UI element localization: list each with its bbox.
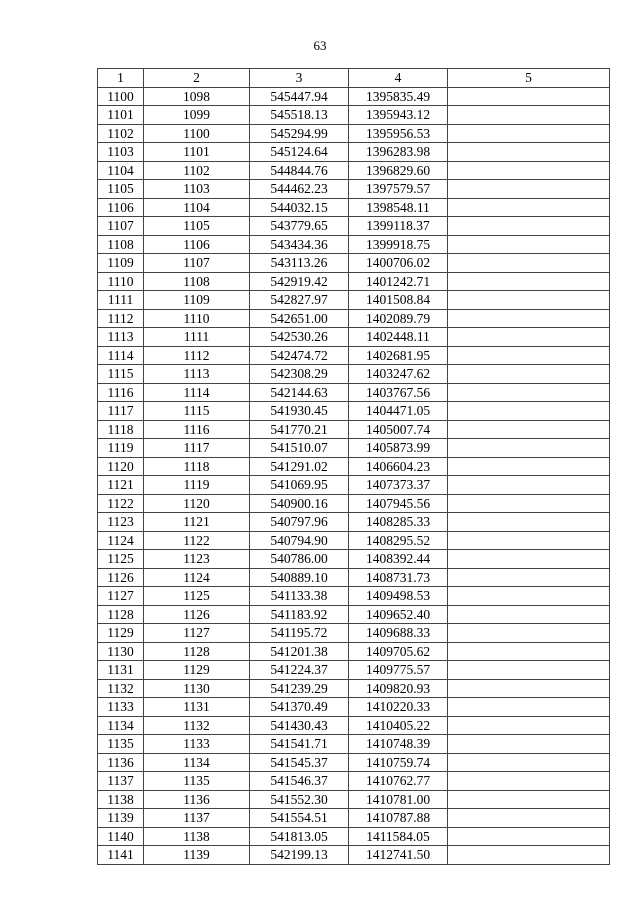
table-cell-col-2: 1108 bbox=[144, 272, 250, 291]
table-cell-col-2: 1131 bbox=[144, 698, 250, 717]
table-cell-col-4: 1399118.37 bbox=[349, 217, 448, 236]
table-cell-col-3: 540900.16 bbox=[250, 494, 349, 513]
table-row bbox=[98, 383, 610, 402]
table-cell-col-1: 1133 bbox=[98, 698, 144, 717]
table-cell-col-1: 1106 bbox=[98, 198, 144, 217]
table-cell-col-2: 1100 bbox=[144, 124, 250, 143]
table-cell-col-3: 542308.29 bbox=[250, 365, 349, 384]
table-cell-col-4: 1404471.05 bbox=[349, 402, 448, 421]
table-cell-col-1: 1118 bbox=[98, 420, 144, 439]
table-cell-col-5 bbox=[448, 698, 610, 717]
table-cell-col-5 bbox=[448, 827, 610, 846]
table-cell-col-2: 1136 bbox=[144, 790, 250, 809]
table-row bbox=[98, 402, 610, 421]
table-cell-col-5 bbox=[448, 217, 610, 236]
table-cell-col-1: 1140 bbox=[98, 827, 144, 846]
table-cell-col-2: 1122 bbox=[144, 531, 250, 550]
table-cell-col-5 bbox=[448, 790, 610, 809]
table-cell-col-5 bbox=[448, 161, 610, 180]
table-cell-col-4: 1402448.11 bbox=[349, 328, 448, 347]
table-cell-col-2: 1116 bbox=[144, 420, 250, 439]
table-cell-col-3: 541430.43 bbox=[250, 716, 349, 735]
table-cell-col-4: 1409652.40 bbox=[349, 605, 448, 624]
table-cell-col-2: 1132 bbox=[144, 716, 250, 735]
table-row bbox=[98, 513, 610, 532]
table-cell-col-2: 1105 bbox=[144, 217, 250, 236]
table-cell-col-4: 1407373.37 bbox=[349, 476, 448, 495]
table-row bbox=[98, 827, 610, 846]
table-cell-col-5 bbox=[448, 642, 610, 661]
table-row bbox=[98, 254, 610, 273]
table-row bbox=[98, 439, 610, 458]
table-cell-col-2: 1128 bbox=[144, 642, 250, 661]
table-cell-col-3: 541291.02 bbox=[250, 457, 349, 476]
table-cell-col-4: 1399918.75 bbox=[349, 235, 448, 254]
table-row bbox=[98, 550, 610, 569]
table-cell-col-2: 1101 bbox=[144, 143, 250, 162]
table-row bbox=[98, 235, 610, 254]
table-row bbox=[98, 642, 610, 661]
table-row bbox=[98, 272, 610, 291]
table-cell-col-4: 1412741.50 bbox=[349, 846, 448, 865]
table-row bbox=[98, 291, 610, 310]
table-cell-col-1: 1128 bbox=[98, 605, 144, 624]
table-cell-col-3: 541370.49 bbox=[250, 698, 349, 717]
header-row bbox=[98, 69, 610, 88]
table-cell-col-1: 1103 bbox=[98, 143, 144, 162]
table-cell-col-1: 1114 bbox=[98, 346, 144, 365]
table-cell-col-1: 1138 bbox=[98, 790, 144, 809]
table-row bbox=[98, 365, 610, 384]
table-cell-col-5 bbox=[448, 383, 610, 402]
table-cell-col-2: 1127 bbox=[144, 624, 250, 643]
table-cell-col-2: 1107 bbox=[144, 254, 250, 273]
table-cell-col-5 bbox=[448, 494, 610, 513]
table-row bbox=[98, 846, 610, 865]
table-cell-col-2: 1106 bbox=[144, 235, 250, 254]
table-cell-col-3: 542530.26 bbox=[250, 328, 349, 347]
table-cell-col-4: 1406604.23 bbox=[349, 457, 448, 476]
table-cell-col-4: 1408295.52 bbox=[349, 531, 448, 550]
table-cell-col-4: 1396829.60 bbox=[349, 161, 448, 180]
table-cell-col-1: 1141 bbox=[98, 846, 144, 865]
table-cell-col-2: 1119 bbox=[144, 476, 250, 495]
table-cell-col-3: 541545.37 bbox=[250, 753, 349, 772]
table-row bbox=[98, 735, 610, 754]
table-cell-col-3: 541239.29 bbox=[250, 679, 349, 698]
table-cell-col-3: 541224.37 bbox=[250, 661, 349, 680]
table-cell-col-1: 1107 bbox=[98, 217, 144, 236]
table-cell-col-5 bbox=[448, 661, 610, 680]
table-cell-col-3: 542919.42 bbox=[250, 272, 349, 291]
table-cell-col-5 bbox=[448, 198, 610, 217]
table-row bbox=[98, 587, 610, 606]
table-cell-col-4: 1403767.56 bbox=[349, 383, 448, 402]
column-header-3: 3 bbox=[250, 69, 349, 88]
table-cell-col-5 bbox=[448, 568, 610, 587]
table-cell-col-2: 1115 bbox=[144, 402, 250, 421]
table-cell-col-1: 1130 bbox=[98, 642, 144, 661]
table-cell-col-4: 1398548.11 bbox=[349, 198, 448, 217]
table-cell-col-5 bbox=[448, 143, 610, 162]
table-cell-col-3: 540889.10 bbox=[250, 568, 349, 587]
table-cell-col-2: 1109 bbox=[144, 291, 250, 310]
table-cell-col-5 bbox=[448, 87, 610, 106]
table-cell-col-2: 1126 bbox=[144, 605, 250, 624]
table-cell-col-2: 1121 bbox=[144, 513, 250, 532]
table-cell-col-4: 1395943.12 bbox=[349, 106, 448, 125]
column-header-1: 1 bbox=[98, 69, 144, 88]
table-cell-col-2: 1124 bbox=[144, 568, 250, 587]
table-cell-col-1: 1121 bbox=[98, 476, 144, 495]
table-row bbox=[98, 661, 610, 680]
page-number: 63 bbox=[313, 38, 327, 53]
table-cell-col-3: 542827.97 bbox=[250, 291, 349, 310]
table-cell-col-1: 1105 bbox=[98, 180, 144, 199]
table-cell-col-5 bbox=[448, 106, 610, 125]
table-cell-col-4: 1396283.98 bbox=[349, 143, 448, 162]
table-cell-col-3: 544032.15 bbox=[250, 198, 349, 217]
table-cell-col-5 bbox=[448, 457, 610, 476]
table-cell-col-5 bbox=[448, 772, 610, 791]
column-header-5: 5 bbox=[448, 69, 610, 88]
table-row bbox=[98, 457, 610, 476]
table-cell-col-5 bbox=[448, 513, 610, 532]
table-cell-col-2: 1102 bbox=[144, 161, 250, 180]
table-row bbox=[98, 809, 610, 828]
table-cell-col-5 bbox=[448, 272, 610, 291]
table-cell-col-3: 545294.99 bbox=[250, 124, 349, 143]
table-cell-col-5 bbox=[448, 346, 610, 365]
table-cell-col-3: 543779.65 bbox=[250, 217, 349, 236]
table-cell-col-3: 541546.37 bbox=[250, 772, 349, 791]
table-row bbox=[98, 698, 610, 717]
table-row bbox=[98, 476, 610, 495]
table-cell-col-4: 1397579.57 bbox=[349, 180, 448, 199]
table-cell-col-3: 545124.64 bbox=[250, 143, 349, 162]
table-cell-col-4: 1410220.33 bbox=[349, 698, 448, 717]
table-cell-col-5 bbox=[448, 550, 610, 569]
table-cell-col-1: 1129 bbox=[98, 624, 144, 643]
table-cell-col-4: 1410781.00 bbox=[349, 790, 448, 809]
table-cell-col-5 bbox=[448, 846, 610, 865]
table-cell-col-5 bbox=[448, 309, 610, 328]
table-cell-col-2: 1104 bbox=[144, 198, 250, 217]
table-row bbox=[98, 106, 610, 125]
table-cell-col-1: 1135 bbox=[98, 735, 144, 754]
table-cell-col-2: 1110 bbox=[144, 309, 250, 328]
table-cell-col-4: 1411584.05 bbox=[349, 827, 448, 846]
table-cell-col-1: 1113 bbox=[98, 328, 144, 347]
table-cell-col-4: 1410787.88 bbox=[349, 809, 448, 828]
table-cell-col-5 bbox=[448, 254, 610, 273]
table-cell-col-2: 1139 bbox=[144, 846, 250, 865]
table-cell-col-3: 545447.94 bbox=[250, 87, 349, 106]
table-cell-col-5 bbox=[448, 476, 610, 495]
table-cell-col-1: 1104 bbox=[98, 161, 144, 180]
table-cell-col-5 bbox=[448, 735, 610, 754]
table-cell-col-4: 1410748.39 bbox=[349, 735, 448, 754]
table-cell-col-3: 543434.36 bbox=[250, 235, 349, 254]
table-cell-col-4: 1405007.74 bbox=[349, 420, 448, 439]
table-row bbox=[98, 753, 610, 772]
table-cell-col-4: 1395956.53 bbox=[349, 124, 448, 143]
table-cell-col-5 bbox=[448, 328, 610, 347]
table-cell-col-5 bbox=[448, 531, 610, 550]
table-row bbox=[98, 143, 610, 162]
table-cell-col-4: 1410759.74 bbox=[349, 753, 448, 772]
table-cell-col-2: 1130 bbox=[144, 679, 250, 698]
table-cell-col-2: 1112 bbox=[144, 346, 250, 365]
table-cell-col-2: 1103 bbox=[144, 180, 250, 199]
column-header-4: 4 bbox=[349, 69, 448, 88]
table-cell-col-5 bbox=[448, 402, 610, 421]
table-cell-col-2: 1134 bbox=[144, 753, 250, 772]
table-cell-col-2: 1118 bbox=[144, 457, 250, 476]
table-cell-col-2: 1120 bbox=[144, 494, 250, 513]
table-row bbox=[98, 124, 610, 143]
table-cell-col-4: 1409820.93 bbox=[349, 679, 448, 698]
table-cell-col-4: 1401242.71 bbox=[349, 272, 448, 291]
table-cell-col-1: 1102 bbox=[98, 124, 144, 143]
table-row bbox=[98, 346, 610, 365]
coordinates-table bbox=[97, 68, 610, 865]
table-cell-col-4: 1407945.56 bbox=[349, 494, 448, 513]
table-cell-col-1: 1119 bbox=[98, 439, 144, 458]
table-cell-col-1: 1117 bbox=[98, 402, 144, 421]
table-cell-col-5 bbox=[448, 716, 610, 735]
table-cell-col-4: 1408731.73 bbox=[349, 568, 448, 587]
table-cell-col-1: 1125 bbox=[98, 550, 144, 569]
table-cell-col-3: 541069.95 bbox=[250, 476, 349, 495]
table-cell-col-4: 1402089.79 bbox=[349, 309, 448, 328]
table-row bbox=[98, 679, 610, 698]
table-cell-col-5 bbox=[448, 235, 610, 254]
table-cell-col-5 bbox=[448, 420, 610, 439]
table-row bbox=[98, 180, 610, 199]
table-row bbox=[98, 605, 610, 624]
table-cell-col-1: 1131 bbox=[98, 661, 144, 680]
table-cell-col-5 bbox=[448, 180, 610, 199]
table-cell-col-1: 1122 bbox=[98, 494, 144, 513]
table-cell-col-4: 1400706.02 bbox=[349, 254, 448, 273]
table-cell-col-4: 1409498.53 bbox=[349, 587, 448, 606]
table-cell-col-4: 1410762.77 bbox=[349, 772, 448, 791]
table-row bbox=[98, 309, 610, 328]
table-cell-col-1: 1139 bbox=[98, 809, 144, 828]
column-header-2: 2 bbox=[144, 69, 250, 88]
table-cell-col-3: 540794.90 bbox=[250, 531, 349, 550]
table-cell-col-1: 1112 bbox=[98, 309, 144, 328]
table-cell-col-2: 1099 bbox=[144, 106, 250, 125]
table-cell-col-3: 541813.05 bbox=[250, 827, 349, 846]
table-cell-col-1: 1123 bbox=[98, 513, 144, 532]
table-cell-col-3: 543113.26 bbox=[250, 254, 349, 273]
table-cell-col-2: 1135 bbox=[144, 772, 250, 791]
table-cell-col-3: 542651.00 bbox=[250, 309, 349, 328]
table-row bbox=[98, 217, 610, 236]
table-row bbox=[98, 87, 610, 106]
table-cell-col-4: 1401508.84 bbox=[349, 291, 448, 310]
table-cell-col-1: 1124 bbox=[98, 531, 144, 550]
table-cell-col-1: 1132 bbox=[98, 679, 144, 698]
table-cell-col-5 bbox=[448, 439, 610, 458]
table-cell-col-5 bbox=[448, 679, 610, 698]
table-cell-col-1: 1115 bbox=[98, 365, 144, 384]
table-cell-col-4: 1408285.33 bbox=[349, 513, 448, 532]
table-cell-col-4: 1409775.57 bbox=[349, 661, 448, 680]
table-row bbox=[98, 624, 610, 643]
table-cell-col-3: 545518.13 bbox=[250, 106, 349, 125]
table-body bbox=[98, 87, 610, 864]
table-cell-col-2: 1138 bbox=[144, 827, 250, 846]
table-cell-col-3: 541183.92 bbox=[250, 605, 349, 624]
table-cell-col-4: 1403247.62 bbox=[349, 365, 448, 384]
table-row bbox=[98, 716, 610, 735]
table-cell-col-5 bbox=[448, 124, 610, 143]
table-cell-col-3: 541930.45 bbox=[250, 402, 349, 421]
table-cell-col-1: 1111 bbox=[98, 291, 144, 310]
table-cell-col-4: 1409688.33 bbox=[349, 624, 448, 643]
table-cell-col-4: 1402681.95 bbox=[349, 346, 448, 365]
table-cell-col-5 bbox=[448, 809, 610, 828]
table-cell-col-2: 1133 bbox=[144, 735, 250, 754]
table-cell-col-1: 1110 bbox=[98, 272, 144, 291]
table-row bbox=[98, 568, 610, 587]
table-cell-col-1: 1134 bbox=[98, 716, 144, 735]
table-row bbox=[98, 772, 610, 791]
table-cell-col-2: 1123 bbox=[144, 550, 250, 569]
table-cell-col-2: 1113 bbox=[144, 365, 250, 384]
table-cell-col-1: 1120 bbox=[98, 457, 144, 476]
table-cell-col-1: 1116 bbox=[98, 383, 144, 402]
table-cell-col-3: 542144.63 bbox=[250, 383, 349, 402]
table-cell-col-1: 1127 bbox=[98, 587, 144, 606]
table-cell-col-1: 1136 bbox=[98, 753, 144, 772]
table-cell-col-3: 541195.72 bbox=[250, 624, 349, 643]
table-cell-col-1: 1126 bbox=[98, 568, 144, 587]
table-row bbox=[98, 531, 610, 550]
table-cell-col-3: 542474.72 bbox=[250, 346, 349, 365]
table-cell-col-3: 541201.38 bbox=[250, 642, 349, 661]
table-cell-col-2: 1137 bbox=[144, 809, 250, 828]
table-cell-col-2: 1125 bbox=[144, 587, 250, 606]
table-cell-col-3: 544844.76 bbox=[250, 161, 349, 180]
table-cell-col-5 bbox=[448, 753, 610, 772]
table-row bbox=[98, 420, 610, 439]
table-cell-col-3: 541770.21 bbox=[250, 420, 349, 439]
table-cell-col-3: 541552.30 bbox=[250, 790, 349, 809]
table-cell-col-1: 1100 bbox=[98, 87, 144, 106]
table-cell-col-3: 540797.96 bbox=[250, 513, 349, 532]
table-cell-col-4: 1408392.44 bbox=[349, 550, 448, 569]
table-cell-col-5 bbox=[448, 587, 610, 606]
table-cell-col-2: 1129 bbox=[144, 661, 250, 680]
table-cell-col-3: 541510.07 bbox=[250, 439, 349, 458]
table-row bbox=[98, 790, 610, 809]
table-cell-col-1: 1109 bbox=[98, 254, 144, 273]
table-cell-col-3: 541541.71 bbox=[250, 735, 349, 754]
table-cell-col-2: 1117 bbox=[144, 439, 250, 458]
table-cell-col-5 bbox=[448, 624, 610, 643]
table-cell-col-5 bbox=[448, 365, 610, 384]
table-cell-col-4: 1405873.99 bbox=[349, 439, 448, 458]
table-cell-col-1: 1137 bbox=[98, 772, 144, 791]
table-row bbox=[98, 328, 610, 347]
table-cell-col-3: 540786.00 bbox=[250, 550, 349, 569]
table-cell-col-2: 1111 bbox=[144, 328, 250, 347]
table-cell-col-5 bbox=[448, 605, 610, 624]
table-cell-col-4: 1409705.62 bbox=[349, 642, 448, 661]
table-row bbox=[98, 198, 610, 217]
table-cell-col-4: 1395835.49 bbox=[349, 87, 448, 106]
table-cell-col-3: 542199.13 bbox=[250, 846, 349, 865]
table-cell-col-2: 1114 bbox=[144, 383, 250, 402]
table-cell-col-3: 544462.23 bbox=[250, 180, 349, 199]
table-row bbox=[98, 161, 610, 180]
table-cell-col-1: 1108 bbox=[98, 235, 144, 254]
table-cell-col-3: 541554.51 bbox=[250, 809, 349, 828]
table-row bbox=[98, 494, 610, 513]
table-cell-col-3: 541133.38 bbox=[250, 587, 349, 606]
table-cell-col-2: 1098 bbox=[144, 87, 250, 106]
table-cell-col-1: 1101 bbox=[98, 106, 144, 125]
table-cell-col-5 bbox=[448, 291, 610, 310]
table-cell-col-4: 1410405.22 bbox=[349, 716, 448, 735]
